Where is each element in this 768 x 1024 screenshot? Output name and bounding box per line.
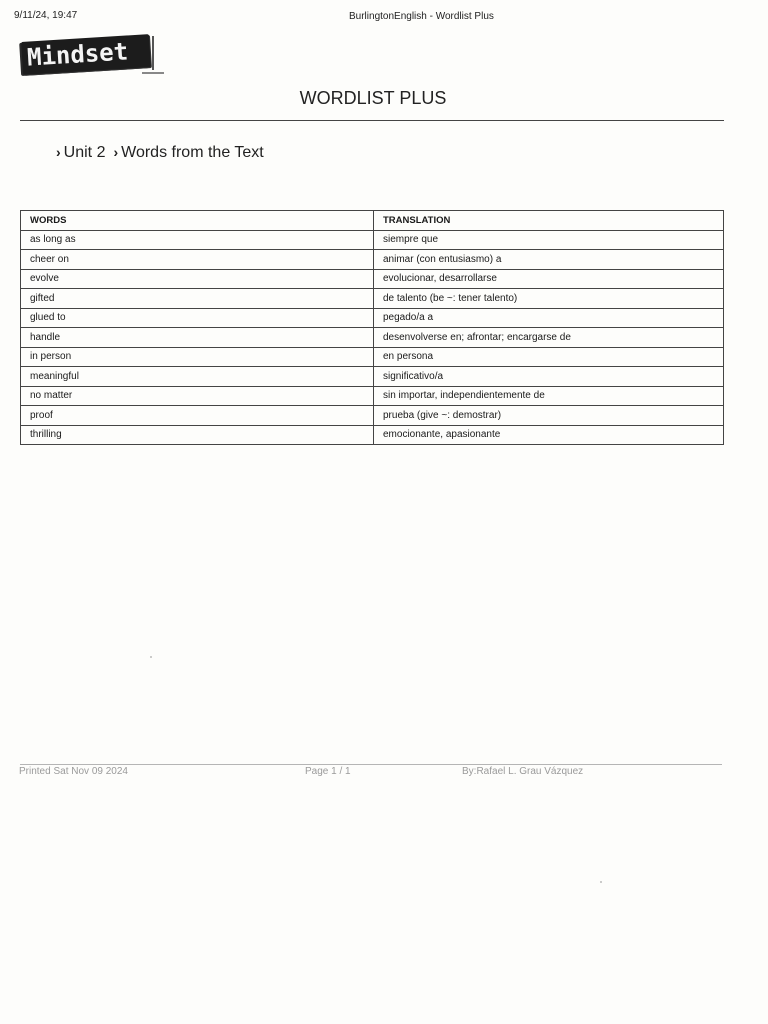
translation-cell: significativo/a bbox=[374, 367, 724, 387]
table-row bbox=[21, 269, 724, 289]
table-row bbox=[21, 386, 724, 406]
word-cell: proof bbox=[21, 406, 374, 426]
table-row bbox=[21, 250, 724, 270]
breadcrumb bbox=[56, 144, 264, 162]
word-cell: evolve bbox=[21, 269, 374, 289]
word-cell: cheer on bbox=[21, 250, 374, 270]
table-row bbox=[21, 328, 724, 348]
wordlist-table bbox=[20, 210, 724, 445]
translation-cell: sin importar, independientemente de bbox=[374, 386, 724, 406]
header-translation: TRANSLATION bbox=[374, 211, 724, 231]
logo-text: Mindset bbox=[26, 37, 129, 72]
scan-speck bbox=[600, 881, 602, 883]
translation-cell: siempre que bbox=[374, 230, 724, 250]
print-datetime: 9/11/24, 19:47 bbox=[14, 10, 78, 21]
scan-speck bbox=[150, 656, 152, 658]
table-row bbox=[21, 289, 724, 309]
breadcrumb-section: Words from the Text bbox=[121, 144, 264, 161]
translation-cell: animar (con entusiasmo) a bbox=[374, 250, 724, 270]
translation-cell: desenvolverse en; afrontar; encargarse de bbox=[374, 328, 724, 348]
table-header-row bbox=[21, 211, 724, 231]
word-cell: gifted bbox=[21, 289, 374, 309]
table-row bbox=[21, 308, 724, 328]
translation-cell: pegado/a a bbox=[374, 308, 724, 328]
author: By:Rafael L. Grau Vázquez bbox=[462, 766, 584, 777]
word-cell: as long as bbox=[21, 230, 374, 250]
logo-decoration bbox=[152, 36, 154, 70]
table-row bbox=[21, 230, 724, 250]
translation-cell: evolucionar, desarrollarse bbox=[374, 269, 724, 289]
logo-decoration-line bbox=[142, 72, 164, 74]
word-cell: handle bbox=[21, 328, 374, 348]
table-row bbox=[21, 406, 724, 426]
footer-divider bbox=[20, 764, 722, 765]
table-row bbox=[21, 347, 724, 367]
print-page-title: BurlingtonEnglish - Wordlist Plus bbox=[349, 11, 494, 22]
breadcrumb-unit: Unit 2 bbox=[63, 144, 106, 161]
page-title: WORDLIST PLUS bbox=[299, 88, 447, 108]
word-cell: glued to bbox=[21, 308, 374, 328]
word-cell: in person bbox=[21, 347, 374, 367]
word-cell: meaningful bbox=[21, 367, 374, 387]
translation-cell: en persona bbox=[374, 347, 724, 367]
table-row bbox=[21, 367, 724, 387]
translation-cell: emocionante, apasionante bbox=[374, 425, 724, 445]
printed-date: Printed Sat Nov 09 2024 bbox=[19, 766, 128, 777]
chevron-right-icon: › bbox=[56, 144, 61, 160]
title-divider bbox=[20, 120, 724, 121]
translation-cell: prueba (give ~: demostrar) bbox=[374, 406, 724, 426]
table-row bbox=[21, 425, 724, 445]
translation-cell: de talento (be ~: tener talento) bbox=[374, 289, 724, 309]
word-cell: thrilling bbox=[21, 425, 374, 445]
page-number: Page 1 / 1 bbox=[305, 766, 351, 777]
header-words: WORDS bbox=[21, 211, 374, 231]
chevron-right-icon: › bbox=[113, 144, 119, 160]
mindset-logo bbox=[21, 34, 151, 75]
word-cell: no matter bbox=[21, 386, 374, 406]
